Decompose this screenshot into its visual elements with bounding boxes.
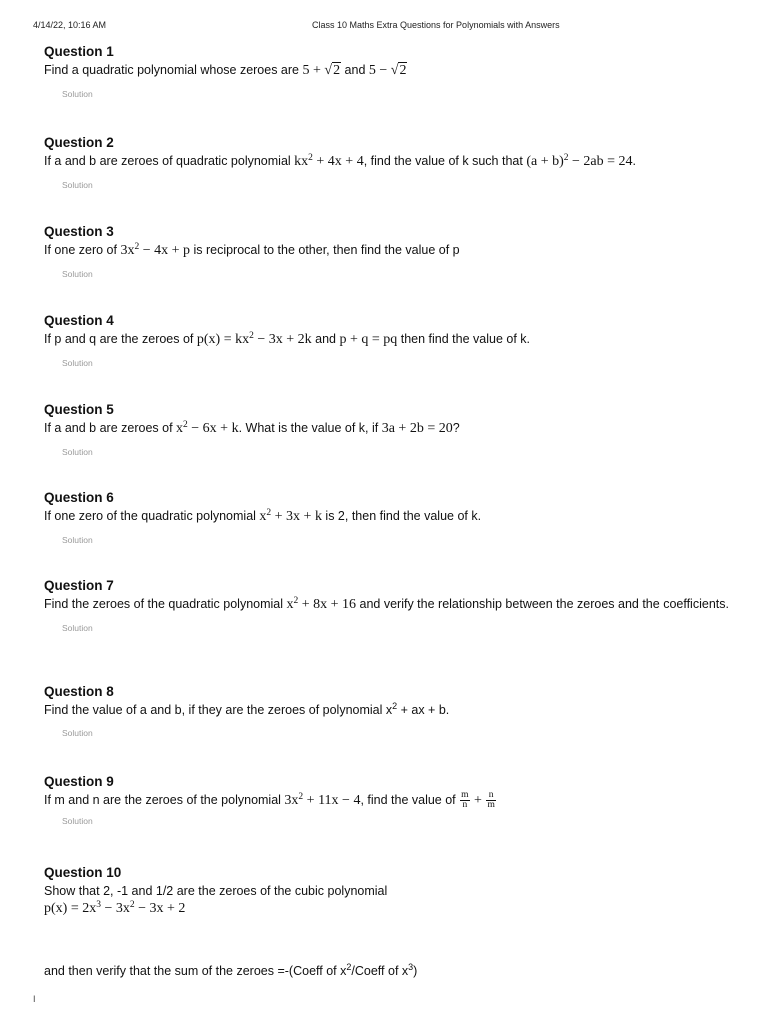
question-text-line: Show that 2, -1 and 1/2 are the zeroes of the cubic polynomial — [44, 884, 388, 898]
question-text — [44, 595, 734, 614]
exponent: 2 — [392, 701, 398, 711]
question-title: Question 1 — [44, 44, 114, 59]
question-title: Question 9 — [44, 774, 114, 789]
math-part: x — [176, 421, 184, 436]
math-part: − 3x — [100, 901, 130, 916]
question-text-line — [44, 962, 734, 980]
math-part: − 2ab = 24 — [568, 154, 633, 169]
question-text-part: and then verify that the sum of the zeroes =-(Coeff of x — [44, 964, 347, 978]
question-6 — [44, 490, 734, 548]
math-part: 3x — [120, 243, 135, 258]
math-part: − 6x + k — [187, 421, 239, 436]
exponent: 2 — [563, 153, 569, 163]
question-text-part: Find the value of a and b, if they are the zeroes of polynomial x — [44, 703, 393, 717]
question-3 — [44, 224, 734, 282]
solution-link[interactable]: Solution — [62, 816, 93, 827]
solution-link[interactable]: Solution — [62, 728, 93, 738]
math-part: − 4x + p — [139, 243, 190, 258]
fraction-numerator: n — [486, 791, 495, 801]
fraction-m-over-n — [460, 791, 469, 810]
question-text-part: and — [341, 63, 369, 77]
question-text-part: then find the value of k. — [397, 332, 530, 346]
math-expression — [369, 62, 408, 78]
question-text — [44, 791, 734, 810]
math-part: (a + b) — [526, 154, 564, 169]
question-text-part: If a and b are zeroes of — [44, 421, 177, 435]
exponent: 2 — [129, 900, 135, 910]
exponent: 2 — [249, 331, 254, 341]
question-text — [44, 241, 734, 260]
math-part: 5 − — [368, 63, 391, 78]
radicand: 2 — [399, 63, 407, 78]
question-title: Question 2 — [44, 135, 114, 150]
fraction-numerator: m — [461, 790, 469, 801]
math-part: + 8x + 16 — [298, 597, 357, 612]
math-part: 3x — [284, 793, 299, 808]
question-5 — [44, 402, 734, 460]
solution-link[interactable]: Solution — [62, 447, 93, 457]
math-part: + 4x + 4 — [312, 154, 364, 169]
question-text-part: is 2, then find the value of k. — [321, 509, 482, 523]
math-part: kx — [294, 154, 309, 169]
question-title: Question 5 — [44, 402, 114, 417]
exponent: 2 — [183, 420, 188, 430]
question-text-part: If a and b are zeroes of quadratic polynomial — [44, 154, 295, 168]
exponent: 3 — [408, 962, 414, 972]
math-expression — [302, 62, 341, 78]
question-text-part: ) — [413, 964, 418, 978]
math-part: − 3x + 2k — [253, 332, 312, 347]
question-text-part: /Coeff of x — [351, 964, 409, 978]
question-text-part: If one zero of — [44, 243, 121, 257]
question-text — [44, 152, 734, 171]
question-text — [44, 61, 734, 80]
question-4 — [44, 313, 734, 371]
math-part: 5 + — [302, 63, 325, 78]
sqrt-symbol: √2 — [324, 63, 341, 78]
question-1 — [44, 44, 734, 102]
math-expression: 3a + 2b = 20 — [381, 421, 453, 436]
solution-link[interactable]: Solution — [62, 535, 93, 545]
exponent: 2 — [308, 153, 313, 163]
math-part: p(x) = kx — [196, 332, 250, 347]
question-text-part: is reciprocal to the other, then find the value of p — [189, 243, 460, 257]
print-page-title: Class 10 Maths Extra Questions for Polynomials with Answers — [312, 20, 560, 30]
solution-link[interactable]: Solution — [62, 358, 93, 368]
math-expression — [259, 509, 322, 524]
print-header — [0, 20, 768, 34]
question-text-part: . What is the value of k, if — [238, 421, 382, 435]
question-text-part: If one zero of the quadratic polynomial — [44, 509, 260, 523]
exponent: 3 — [96, 900, 101, 910]
math-expression — [294, 154, 364, 169]
question-2 — [44, 135, 734, 193]
math-expression — [120, 243, 190, 258]
math-part: + 3x + k — [271, 509, 322, 524]
exponent: 2 — [266, 508, 272, 518]
question-text-part: Find the zeroes of the quadratic polynomial — [44, 597, 287, 611]
question-text-part: If p and q are the zeroes of — [44, 332, 197, 346]
page-edge-mark: I — [33, 994, 36, 1004]
exponent: 2 — [298, 792, 304, 802]
question-title: Question 10 — [44, 865, 122, 880]
question-text-part: , find the value of — [360, 793, 460, 807]
question-7 — [44, 578, 734, 636]
math-expression: p + q = pq — [339, 332, 398, 347]
question-text-part: ? — [452, 421, 460, 435]
question-text — [44, 507, 734, 526]
question-text-part: and — [311, 332, 340, 346]
math-expression — [284, 793, 360, 808]
math-part: − 3x + 2 — [134, 901, 186, 916]
math-expression — [287, 597, 357, 612]
exponent: 2 — [346, 962, 352, 972]
exponent: 2 — [134, 242, 140, 252]
fraction-n-over-m — [486, 791, 495, 810]
radicand: 2 — [333, 63, 341, 78]
math-operator: + — [470, 793, 486, 808]
question-text-part: If m and n are the zeroes of the polynomial — [44, 793, 285, 807]
solution-link[interactable]: Solution — [62, 623, 93, 633]
question-8 — [44, 684, 734, 741]
question-text — [44, 882, 734, 980]
math-part: + 11x − 4 — [303, 793, 361, 808]
fraction-denominator: n — [462, 800, 468, 811]
fraction-denominator: m — [487, 800, 495, 811]
math-part: x — [259, 509, 267, 524]
print-datetime: 4/14/22, 10:16 AM — [33, 20, 107, 30]
solution-link[interactable]: Solution — [62, 180, 93, 190]
math-part: p(x) = 2x — [44, 901, 97, 916]
question-title: Question 4 — [44, 313, 114, 328]
question-text-part: . — [632, 154, 636, 168]
question-text-part: Find a quadratic polynomial whose zeroes are — [44, 63, 303, 77]
question-text-part: , find the value of k such that — [363, 154, 527, 168]
math-part: x — [286, 597, 294, 612]
question-title: Question 8 — [44, 684, 114, 699]
question-text-part: + ax + b. — [397, 703, 450, 717]
math-expression — [176, 421, 239, 436]
question-text — [44, 701, 734, 719]
math-expression — [197, 332, 312, 347]
question-9 — [44, 774, 734, 829]
question-10 — [44, 865, 734, 980]
question-text-part: and verify the relationship between the zeroes and the coefficients. — [356, 597, 729, 611]
question-title: Question 3 — [44, 224, 114, 239]
exponent: 2 — [293, 596, 299, 606]
spacer — [44, 918, 734, 962]
math-expression — [526, 154, 632, 169]
math-expression — [44, 900, 734, 918]
sqrt-symbol: √2 — [390, 63, 407, 78]
question-text — [44, 330, 734, 349]
question-title: Question 6 — [44, 490, 114, 505]
solution-link[interactable]: Solution — [62, 89, 93, 99]
solution-link[interactable]: Solution — [62, 269, 93, 279]
question-title: Question 7 — [44, 578, 114, 593]
question-text — [44, 419, 734, 438]
